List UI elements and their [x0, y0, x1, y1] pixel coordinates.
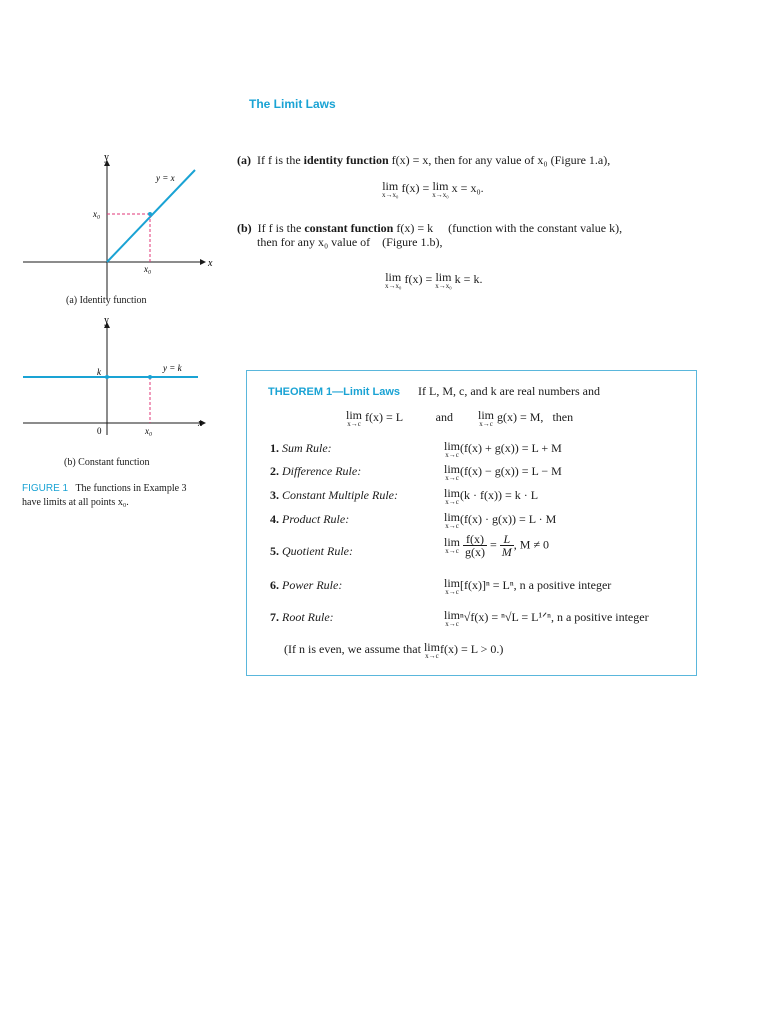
part-b-text2: f(x) = k: [393, 221, 434, 235]
rule-formula-text: (f(x) − g(x)) = L − M: [460, 464, 562, 478]
note-pre: (If n is even, we assume that: [284, 642, 421, 656]
given-and: and: [435, 410, 453, 424]
part-a-eq-lhs: f(x) =: [401, 181, 430, 195]
given-f: f(x) = L: [365, 410, 403, 424]
result-fraction: [500, 533, 514, 558]
lim-sub: x→x₀: [385, 282, 402, 290]
part-b-eq-lhs: f(x) =: [404, 272, 433, 286]
rule-formula-text: ⁿ√f(x) = ⁿ√L = L¹ᐟⁿ, n a positive integer: [460, 610, 649, 624]
lim-word: lim: [423, 640, 440, 654]
lim-word: lim: [385, 270, 402, 284]
x0-y-label-a: x₀: [93, 209, 101, 219]
rule-row: [270, 544, 353, 559]
caption-b: (b) Constant function: [64, 457, 150, 468]
part-b-text: [237, 221, 687, 249]
note-expr: f(x) = L > 0.): [439, 642, 504, 656]
rule-number: 4.: [270, 512, 279, 526]
lim-sub: x→c: [445, 498, 459, 506]
theorem-title-line: [268, 384, 600, 399]
part-b-text5: (Figure 1.b),: [382, 235, 443, 249]
theorem-title: THEOREM 1—Limit Laws: [268, 386, 401, 398]
rule-formula: [444, 464, 562, 482]
part-a-text: [237, 153, 610, 167]
rule-formula: [444, 512, 556, 530]
quotient-fraction: [463, 533, 487, 558]
rule-row: [270, 441, 332, 456]
lim-word: lim: [435, 270, 452, 284]
part-b-equation: [385, 272, 482, 290]
lim-word: lim: [444, 510, 461, 524]
rule-row: [270, 488, 398, 503]
origin-label-b: 0: [97, 426, 102, 436]
lim-sub: x→c: [445, 522, 459, 530]
rule-name: Difference Rule:: [282, 464, 362, 478]
figure-text-1: The functions in Example 3: [75, 483, 187, 494]
theorem-given: [346, 410, 573, 428]
lim-sub: x→c: [425, 652, 439, 660]
identity-line: [107, 170, 195, 262]
fraction-denominator: g(x): [465, 545, 486, 559]
rule-number: 3.: [270, 488, 279, 502]
rule-name: Power Rule:: [282, 578, 343, 592]
lim-word: lim: [444, 462, 461, 476]
rule-number: 6.: [270, 578, 279, 592]
y-label-a: y: [104, 152, 109, 163]
part-b-term: constant function: [304, 221, 394, 235]
x-label-b: x: [198, 418, 203, 429]
part-b-text1: If f is the: [257, 221, 305, 235]
given-g: g(x) = M,: [497, 410, 544, 424]
rule-formula-text: [f(x)]ⁿ = Lⁿ, n a positive integer: [460, 578, 612, 592]
x-arrow-a: [200, 259, 206, 265]
fraction-numerator: L: [500, 533, 514, 546]
part-a-equation: [382, 181, 484, 199]
figure-text-2: have limits at all points x₀.: [22, 497, 129, 508]
point-k: [105, 375, 109, 379]
rule-formula: [444, 533, 549, 558]
rule-formula: [444, 441, 562, 459]
given-then: then: [552, 410, 574, 424]
line-label-b: y = k: [163, 363, 182, 373]
part-a-term: identity function: [303, 153, 389, 167]
lim-sub: x→x₀: [435, 282, 452, 290]
fraction-numerator: f(x): [463, 533, 487, 546]
rule-number: 1.: [270, 441, 279, 455]
rule-number: 5.: [270, 544, 279, 558]
fraction-denominator: M: [501, 545, 512, 559]
lim-sub: x→c: [347, 420, 361, 428]
lim-word: lim: [444, 439, 461, 453]
lim-sub: x→c: [479, 420, 493, 428]
lim-word: lim: [346, 408, 363, 422]
point-a: [148, 212, 152, 216]
part-a-text1: If f is the: [257, 153, 304, 167]
lim-word: lim: [432, 179, 449, 193]
point-b: [148, 375, 152, 379]
rule-number: 2.: [270, 464, 279, 478]
figure-label: FIGURE 1: [22, 483, 69, 494]
equals-sign: =: [490, 537, 497, 552]
caption-a: (a) Identity function: [66, 295, 147, 306]
lim-word: lim: [477, 408, 494, 422]
lim-word: lim: [444, 486, 461, 500]
rule-name: Product Rule:: [282, 512, 350, 526]
x-label-a: x: [208, 258, 213, 269]
constant-function-graph: [20, 315, 230, 445]
rule-row: [270, 578, 342, 593]
part-a-tag: (a): [237, 153, 251, 167]
lim-word: lim: [382, 179, 399, 193]
y-label-b: y: [104, 315, 109, 326]
section-heading: The Limit Laws: [249, 97, 336, 111]
rule-formula-text: (f(x) + g(x)) = L + M: [460, 441, 562, 455]
x0-label-b: x₀: [145, 426, 153, 436]
part-b-eq-rhs: k = k.: [454, 272, 483, 286]
rule-name: Constant Multiple Rule:: [282, 488, 398, 502]
lim-word: lim: [444, 608, 461, 622]
rule-formula: [444, 488, 538, 506]
rule-formula: [444, 610, 649, 628]
rule-row: [270, 610, 334, 625]
lim-word: lim: [444, 534, 461, 549]
rule-formula-text: (k · f(x)) = k · L: [460, 488, 539, 502]
part-b-text4: then for any x₀ value of: [257, 235, 371, 249]
k-label-b: k: [97, 367, 101, 377]
part-b-text3: (function with the constant value k),: [448, 221, 623, 235]
rule-row: [270, 464, 361, 479]
rule-formula-text: (f(x) · g(x)) = L · M: [460, 512, 557, 526]
rule-name: Quotient Rule:: [282, 544, 353, 558]
lim-sub: x→c: [445, 588, 459, 596]
lim-word: lim: [444, 576, 461, 590]
theorem-intro: If L, M, c, and k are real numbers and: [418, 384, 600, 398]
rule-number: 7.: [270, 610, 279, 624]
quotient-condition: , M ≠ 0: [513, 537, 550, 552]
part-b-tag: (b): [237, 221, 252, 235]
lim-sub: x→c: [445, 620, 459, 628]
x0-x-label-a: x₀: [144, 264, 152, 274]
line-label-a: y = x: [156, 173, 175, 183]
rule-row: [270, 512, 349, 527]
rule-formula: [444, 578, 611, 596]
rule-name: Root Rule:: [282, 610, 334, 624]
part-a-eq-rhs: x = x₀.: [451, 181, 484, 195]
figure-caption: [22, 482, 222, 510]
lim-sub: x→x₀: [382, 191, 399, 199]
theorem-note: [284, 642, 503, 660]
part-a-text2: f(x) = x, then for any value of x₀ (Figure 1.a),: [388, 153, 611, 167]
lim-sub: x→c: [445, 474, 459, 482]
lim-sub: x→c: [445, 546, 459, 555]
lim-sub: x→x₀: [432, 191, 449, 199]
rule-name: Sum Rule:: [282, 441, 332, 455]
lim-sub: x→c: [445, 451, 459, 459]
identity-function-graph: [20, 150, 230, 310]
